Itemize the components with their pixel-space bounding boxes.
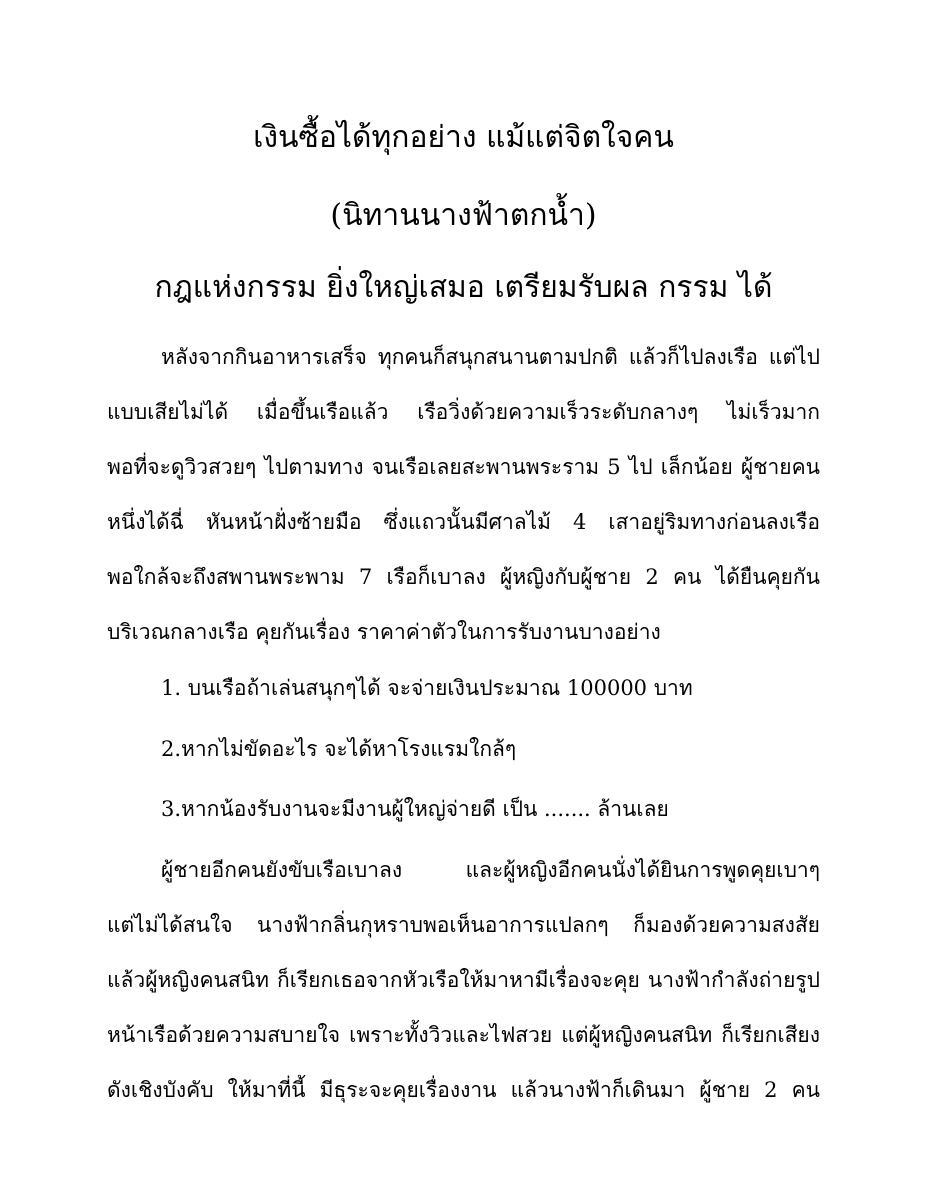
paragraph-1-line: พอใกล้จะถึงสพานพระพาม 7 เรือก็เบาลง ผู้หญิงกับผู้ชาย 2 คน ได้ยืนคุยกัน [107, 565, 820, 589]
paragraph-2-line: ผู้ชายอีกคนยังขับเรือเบาลง และผู้หญิงอีกคนนั่งได้ยินการพูดคุยเบาๆ [161, 858, 820, 882]
list-item: 2.หากไม่ขัดอะไร จะได้หาโรงแรมใกล้ๆ [161, 737, 517, 761]
document-title: เงินซื้อได้ทุกอย่าง แม้แต่จิตใจคน [253, 120, 674, 155]
document-tagline: กฎแห่งกรรม ยิ่งใหญ่เสมอ เตรียมรับผล กรรม ได้ [154, 270, 773, 305]
paragraph-1-line: บริเวณกลางเรือ คุยกันเรื่อง ราคาค่าตัวในการรับงานบางอย่าง [107, 620, 661, 644]
paragraph-2-line: แต่ไม่ได้สนใจ นางฟ้ากลิ่นกุหราบพอเห็นอาการแปลกๆ ก็มองด้วยความสงสัย [107, 913, 820, 937]
paragraph-2-line: แล้วผู้หญิงคนสนิท ก็เรียกเธอจากหัวเรือให้มาหามีเรื่องจะคุย นางฟ้ากำลังถ่ายรูป [107, 968, 820, 992]
paragraph-1-line: แบบเสียไม่ได้ เมื่อขึ้นเรือแล้ว เรือวิ่งด้วยความเร็วระดับกลางๆ ไม่เร็วมาก [107, 400, 820, 424]
paragraph-2-line: ดังเชิงบังคับ ให้มาที่นี้ มีธุระจะคุยเรื่องงาน แล้วนางฟ้าก็เดินมา ผู้ชาย 2 คน [107, 1078, 820, 1102]
document-subtitle: (นิทานนางฟ้าตกน้ำ) [330, 198, 597, 233]
list-item: 1. บนเรือถ้าเล่นสนุกๆได้ จะจ่ายเงินประมาณ 100000 บาท [161, 676, 693, 700]
list-item: 3.หากน้องรับงานจะมีงานผู้ใหญ่จ่ายดี เป็น ....... ล้านเลย [161, 797, 669, 821]
paragraph-1-line: หนึ่งได้ฉี่ หันหน้าฝั่งซ้ายมือ ซึ่งแถวนั้นมีศาลไม้ 4 เสาอยู่ริมทางก่อนลงเรือ [107, 510, 820, 534]
paragraph-1-line: หลังจากกินอาหารเสร็จ ทุกคนก็สนุกสนานตามปกติ แล้วก็ไปลงเรือ แต่ไป [161, 345, 820, 369]
paragraph-1-line: พอที่จะดูวิวสวยๆ ไปตามทาง จนเรือเลยสะพานพระราม 5 ไป เล็กน้อย ผู้ชายคน [107, 455, 820, 479]
paragraph-2-line: หน้าเรือด้วยความสบายใจ เพราะทั้งวิวและไฟสวย แต่ผู้หญิงคนสนิท ก็เรียกเสียง [107, 1023, 820, 1047]
